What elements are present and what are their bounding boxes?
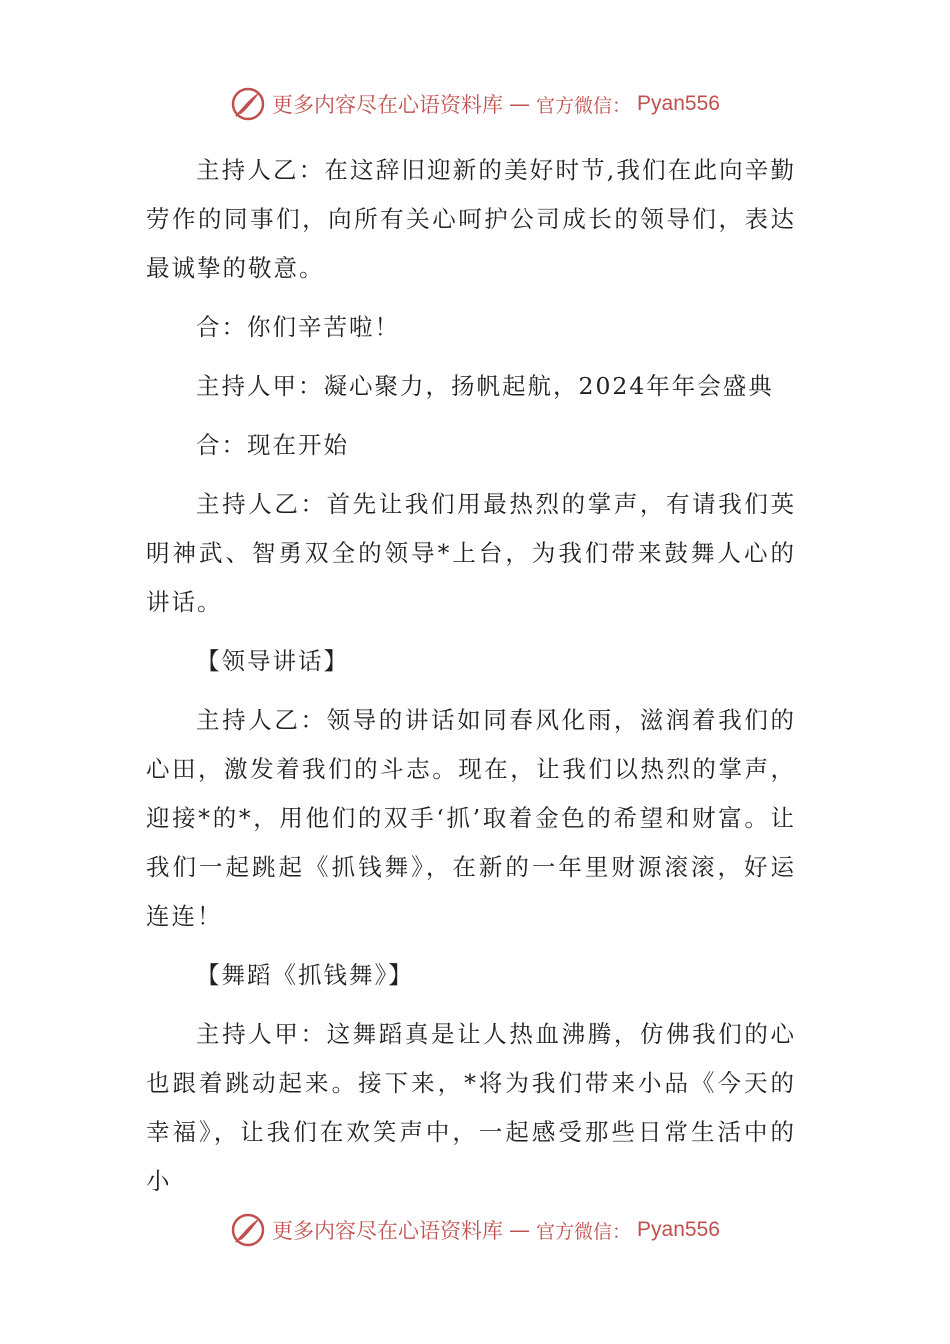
quill-logo-icon [230, 1212, 266, 1248]
banner-dash: — [509, 92, 531, 116]
paragraph: 主持人乙：在这辞旧迎新的美好时节,我们在此向辛勤劳作的同事们，向所有关心呵护公司成长的领导们，表达最诚挚的敬意。 [146, 156, 796, 282]
wechat-id: Pyan556 [637, 92, 720, 115]
header-watermark-banner [0, 82, 950, 126]
wechat-label: 官方微信： [536, 1220, 632, 1243]
section-heading: 【舞蹈《抓钱舞》】 [196, 961, 414, 989]
paragraph: 主持人乙：首先让我们用最热烈的掌声，有请我们英明神武、智勇双全的领导*上台，为我们带来鼓舞人心的讲话。 [146, 490, 796, 616]
brand-text: 更多内容尽在心语资料库 [272, 93, 504, 117]
quill-logo-icon [230, 86, 266, 122]
paragraph: 主持人甲：凝心聚力，扬帆起航，2024年年会盛典 [196, 372, 774, 400]
footer-watermark-banner [0, 1208, 950, 1252]
wechat-id: Pyan556 [637, 1218, 720, 1241]
paragraph: 主持人乙：领导的讲话如同春风化雨，滋润着我们的心田，激发着我们的斗志。现在，让我们以热烈的掌声，迎接*的*，用他们的双手‘抓’取着金色的希望和财富。让我们一起跳起《抓钱舞》，在新的一年里财源滚滚，好运连连！ [146, 706, 796, 930]
section-heading: 【领导讲话】 [196, 647, 349, 675]
paragraph: 主持人甲：这舞蹈真是让人热血沸腾，仿佛我们的心也跟着跳动起来。接下来，*将为我们带来小品《今天的幸福》，让我们在欢笑声中，一起感受那些日常生活中的小 [146, 1020, 796, 1195]
paragraph: 合：你们辛苦啦！ [196, 313, 400, 341]
brand-text: 更多内容尽在心语资料库 [272, 1219, 504, 1243]
document-body [146, 146, 796, 1216]
banner-dash: — [509, 1218, 531, 1242]
paragraph: 合：现在开始 [196, 431, 349, 459]
wechat-label: 官方微信： [536, 94, 632, 117]
